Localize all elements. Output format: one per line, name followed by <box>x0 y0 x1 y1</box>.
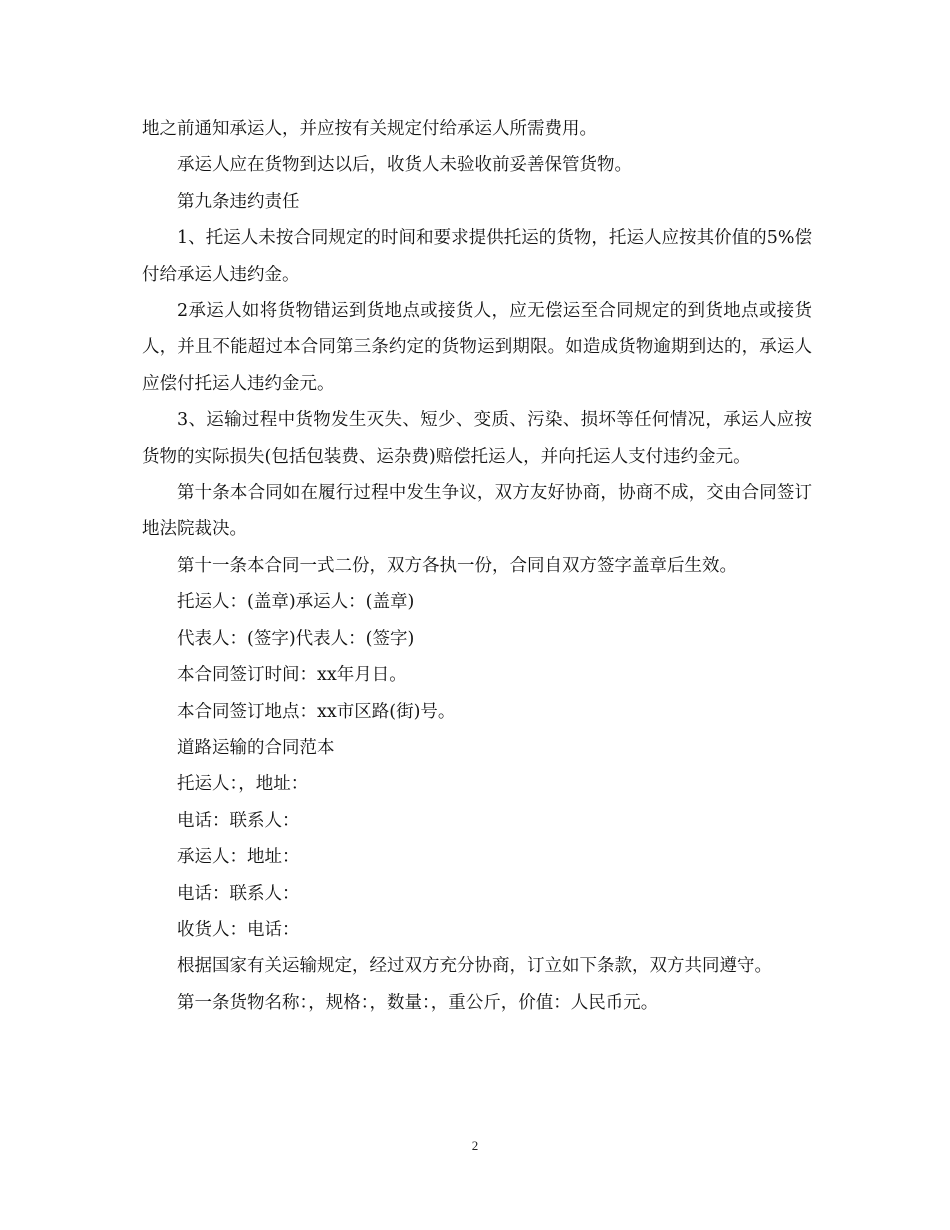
page-number: 2 <box>471 1138 479 1153</box>
template-title: 道路运输的合同范本 <box>177 737 335 758</box>
preamble: 根据国家有关运输规定，经过双方充分协商，订立如下条款，双方共同遵守。 <box>177 956 772 977</box>
clause-1: 第一条货物名称：，规格：，数量：，重公斤，价值：人民币元。 <box>177 992 659 1013</box>
paragraph-continuation: 地之前通知承运人，并应按有关规定付给承运人所需费用。 <box>142 119 597 139</box>
signing-place: 本合同签订地点：xx市区路(街)号。 <box>177 701 456 722</box>
page-body <box>142 111 812 1021</box>
clause-11: 第十一条本合同一式二份，双方各执一份，合同自双方签字盖章后生效。 <box>177 555 737 576</box>
carrier-phone-line: 电话：联系人： <box>177 883 300 904</box>
paragraph-storage: 承运人应在货物到达以后，收货人未验收前妥善保管货物。 <box>177 155 632 176</box>
signature-representatives: 代表人：(签字)代表人：(签字) <box>177 628 415 649</box>
clause-9-heading: 第九条违约责任 <box>177 191 300 212</box>
signature-shipper-carrier: 托运人：(盖章)承运人：(盖章) <box>177 592 415 613</box>
clause-10: 第十条本合同如在履行过程中发生争议，双方友好协商，协商不成，交由合同签订地法院裁决。 <box>142 483 812 540</box>
shipper-line: 托运人：，地址： <box>177 774 309 795</box>
clause-9-item-2: 2承运人如将货物错运到货地点或接货人，应无偿运至合同规定的到货地点或接货人，并且不能超过本合同第三条约定的货物运到期限。如造成货物逾期到达的，承运人应偿付托运人违约金元。 <box>142 301 812 394</box>
consignee-line: 收货人：电话： <box>177 919 300 940</box>
carrier-line: 承运人：地址： <box>177 847 300 868</box>
signing-date: 本合同签订时间：xx年月日。 <box>177 665 407 686</box>
clause-9-item-1: 1、托运人未按合同规定的时间和要求提供托运的货物，托运人应按其价值的5%偿付给承运人违约金。 <box>142 228 812 285</box>
clause-9-item-3: 3、运输过程中货物发生灭失、短少、变质、污染、损坏等任何情况，承运人应按货物的实际损失(包括包装费、运杂费)赔偿托运人，并向托运人支付违约金元。 <box>142 410 812 467</box>
shipper-phone-line: 电话：联系人： <box>177 810 300 831</box>
